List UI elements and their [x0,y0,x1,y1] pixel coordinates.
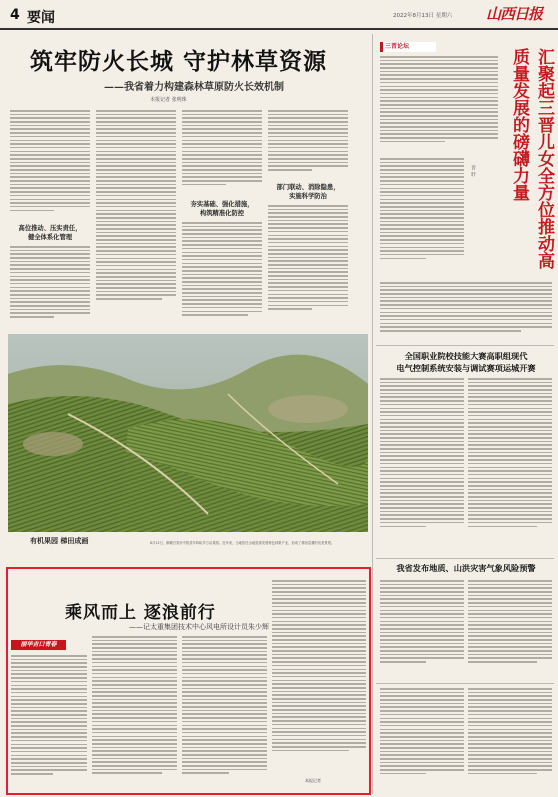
section-divider-2 [376,558,554,559]
lead-body-col1b [10,246,90,328]
lead-headline: 筑牢防火长城 守护林草资源 [30,48,328,75]
section-title: 要闻 [27,10,55,26]
lead-crosshead-2: 夯实基础、强化措施， 构筑精准化防控 [190,201,254,217]
feature-subhead: ——记太重集团技术中心风电所设计员朱少辉 [129,623,269,631]
commentary-title: 汇聚起三晋儿女全方位推动高质量发展的磅礴力量 [509,48,554,269]
masthead [0,0,558,30]
lead-body-col4b [268,205,348,328]
commentary-body [380,158,464,278]
feature-body-col4 [272,580,366,775]
news1-headline: 全国职业院校技能大赛高职组现代 电气控制系统安装与调试赛项运城开赛 [396,351,536,373]
feature-body-col2 [92,636,177,790]
news2-body-col1 [380,580,464,680]
lead-body-col3b [182,222,262,328]
brief-body-col2 [468,688,552,792]
column-divider [372,34,373,794]
newspaper-logo: 山西日报 [486,5,543,23]
lead-crosshead-1: 高位推动、压实责任， 健全体系化管理 [18,225,82,241]
section-divider-3 [376,683,554,684]
commentary-tag: 三晋论坛 [380,42,436,52]
column-badge: 丽华吉口青春 [11,640,66,650]
feature-headline: 乘风而上 逐浪前行 [65,603,216,623]
feature-byline: 本报记者 [305,778,321,783]
news2-headline: 我省发布地质、山洪灾害气象风险预警 [396,563,536,573]
lead-body-col1 [10,110,90,222]
lead-body-col4 [268,110,348,182]
news2-body-col2 [468,580,552,680]
brief-body-col1 [380,688,464,792]
section-divider [376,345,554,346]
feature-body-col1 [11,655,87,790]
commentary-intro [380,56,498,156]
news1-body-col2 [468,378,552,553]
lead-crosshead-3: 部门联动、消除隐患， 实施科学防治 [276,184,340,200]
photo-title: 有机果园 梯田成画 [30,536,89,545]
lead-body-col3 [182,110,262,200]
terraced-orchard-photo [8,334,368,532]
commentary-author: 晋 轩 [470,165,476,177]
issue-date: 2022年8月13日 星期六 [393,13,453,19]
news1-body-col1 [380,378,464,553]
lead-body-col2 [96,110,176,328]
feature-body-col3 [182,636,267,790]
lead-byline: 本报记者 张明珠 [150,97,187,103]
lead-subhead: ——我省着力构建森林草原防火长效机制 [104,82,284,93]
commentary-body-full [380,282,552,342]
photo-caption: 8月12日，俯瞰吕梁市中阳县车鸣峪乡万亩果园。近年来，当地依托山地资源发展特色林果产业，形成了梯田层叠的优美景观。 [150,541,335,545]
page-number: 4 [10,7,20,23]
